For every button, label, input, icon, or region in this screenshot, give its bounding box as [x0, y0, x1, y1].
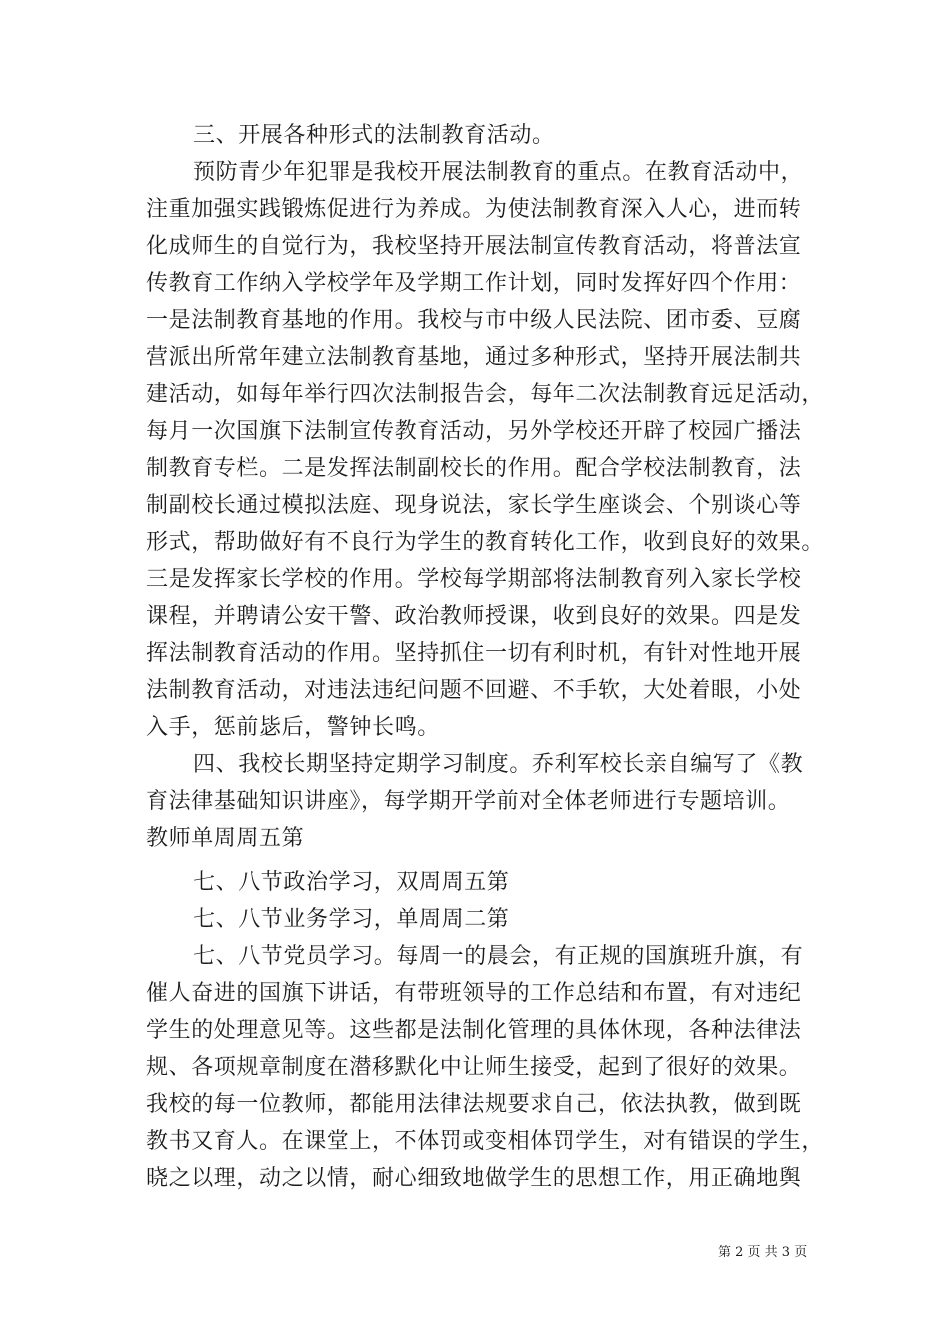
- text-line: 传教育工作纳入学校学年及学期工作计划，同时发挥好四个作用：: [146, 271, 802, 296]
- text-line: 制教育专栏。二是发挥法制副校长的作用。配合学校法制教育，法: [146, 456, 802, 481]
- text-line: 化成师生的自觉行为，我校坚持开展法制宣传教育活动，将普法宣: [146, 234, 802, 259]
- text-line: 入手，惩前毖后，警钟长鸣。: [146, 715, 440, 740]
- text-line: 催人奋进的国旗下讲话，有带班领导的工作总结和布置，有对违纪: [146, 981, 802, 1006]
- text-line: 预防青少年犯罪是我校开展法制教育的重点。在教育活动中，: [193, 160, 804, 185]
- text-line: 七、八节业务学习，单周周二第: [193, 907, 510, 932]
- text-line: 形式，帮助做好有不良行为学生的教育转化工作，收到良好的效果。: [146, 530, 825, 555]
- text-line: 课程，并聘请公安干警、政治教师授课，收到良好的效果。四是发: [146, 604, 802, 629]
- text-line: 一是法制教育基地的作用。我校与市中级人民法院、团市委、豆腐: [146, 308, 802, 333]
- text-line: 建活动，如每年举行四次法制报告会，每年二次法制教育远足活动，: [146, 382, 825, 407]
- text-line: 法制教育活动，对违法违纪问题不回避、不手软，大处着眼，小处: [146, 678, 802, 703]
- text-line: 育法律基础知识讲座》，每学期开学前对全体老师进行专题培训。: [146, 789, 791, 814]
- text-line: 每月一次国旗下法制宣传教育活动，另外学校还开辟了校园广播法: [146, 419, 802, 444]
- text-line: 营派出所常年建立法制教育基地，通过多种形式，坚持开展法制共: [146, 345, 802, 370]
- text-line: 规、各项规章制度在潜移默化中让师生接受，起到了很好的效果。: [146, 1055, 802, 1080]
- text-line-heading-4: 四、我校长期坚持定期学习制度。乔利军校长亲自编写了《教: [193, 752, 804, 777]
- text-line: 教师单周周五第: [146, 826, 305, 851]
- text-line: 我校的每一位教师，都能用法律法规要求自己，依法执教，做到既: [146, 1092, 802, 1117]
- text-line: 晓之以理，动之以情，耐心细致地做学生的思想工作，用正确地舆: [146, 1166, 802, 1191]
- text-line-heading-3: 三、开展各种形式的法制教育活动。: [193, 123, 555, 148]
- text-line: 挥法制教育活动的作用。坚持抓住一切有利时机，有针对性地开展: [146, 641, 802, 666]
- text-line: 七、八节党员学习。每周一的晨会，有正规的国旗班升旗，有: [193, 944, 804, 969]
- text-line: 三是发挥家长学校的作用。学校每学期部将法制教育列入家长学校: [146, 567, 802, 592]
- page-number: 第 2 页 共 3 页: [718, 1245, 808, 1260]
- text-line: 制副校长通过模拟法庭、现身说法，家长学生座谈会、个别谈心等: [146, 493, 802, 518]
- text-line: 注重加强实践锻炼促进行为养成。为使法制教育深入人心，进而转: [146, 197, 802, 222]
- text-line: 七、八节政治学习，双周周五第: [193, 870, 510, 895]
- text-line: 教书又育人。在课堂上，不体罚或变相体罚学生，对有错误的学生，: [146, 1129, 825, 1154]
- text-line: 学生的处理意见等。这些都是法制化管理的具体休现，各种法律法: [146, 1018, 802, 1043]
